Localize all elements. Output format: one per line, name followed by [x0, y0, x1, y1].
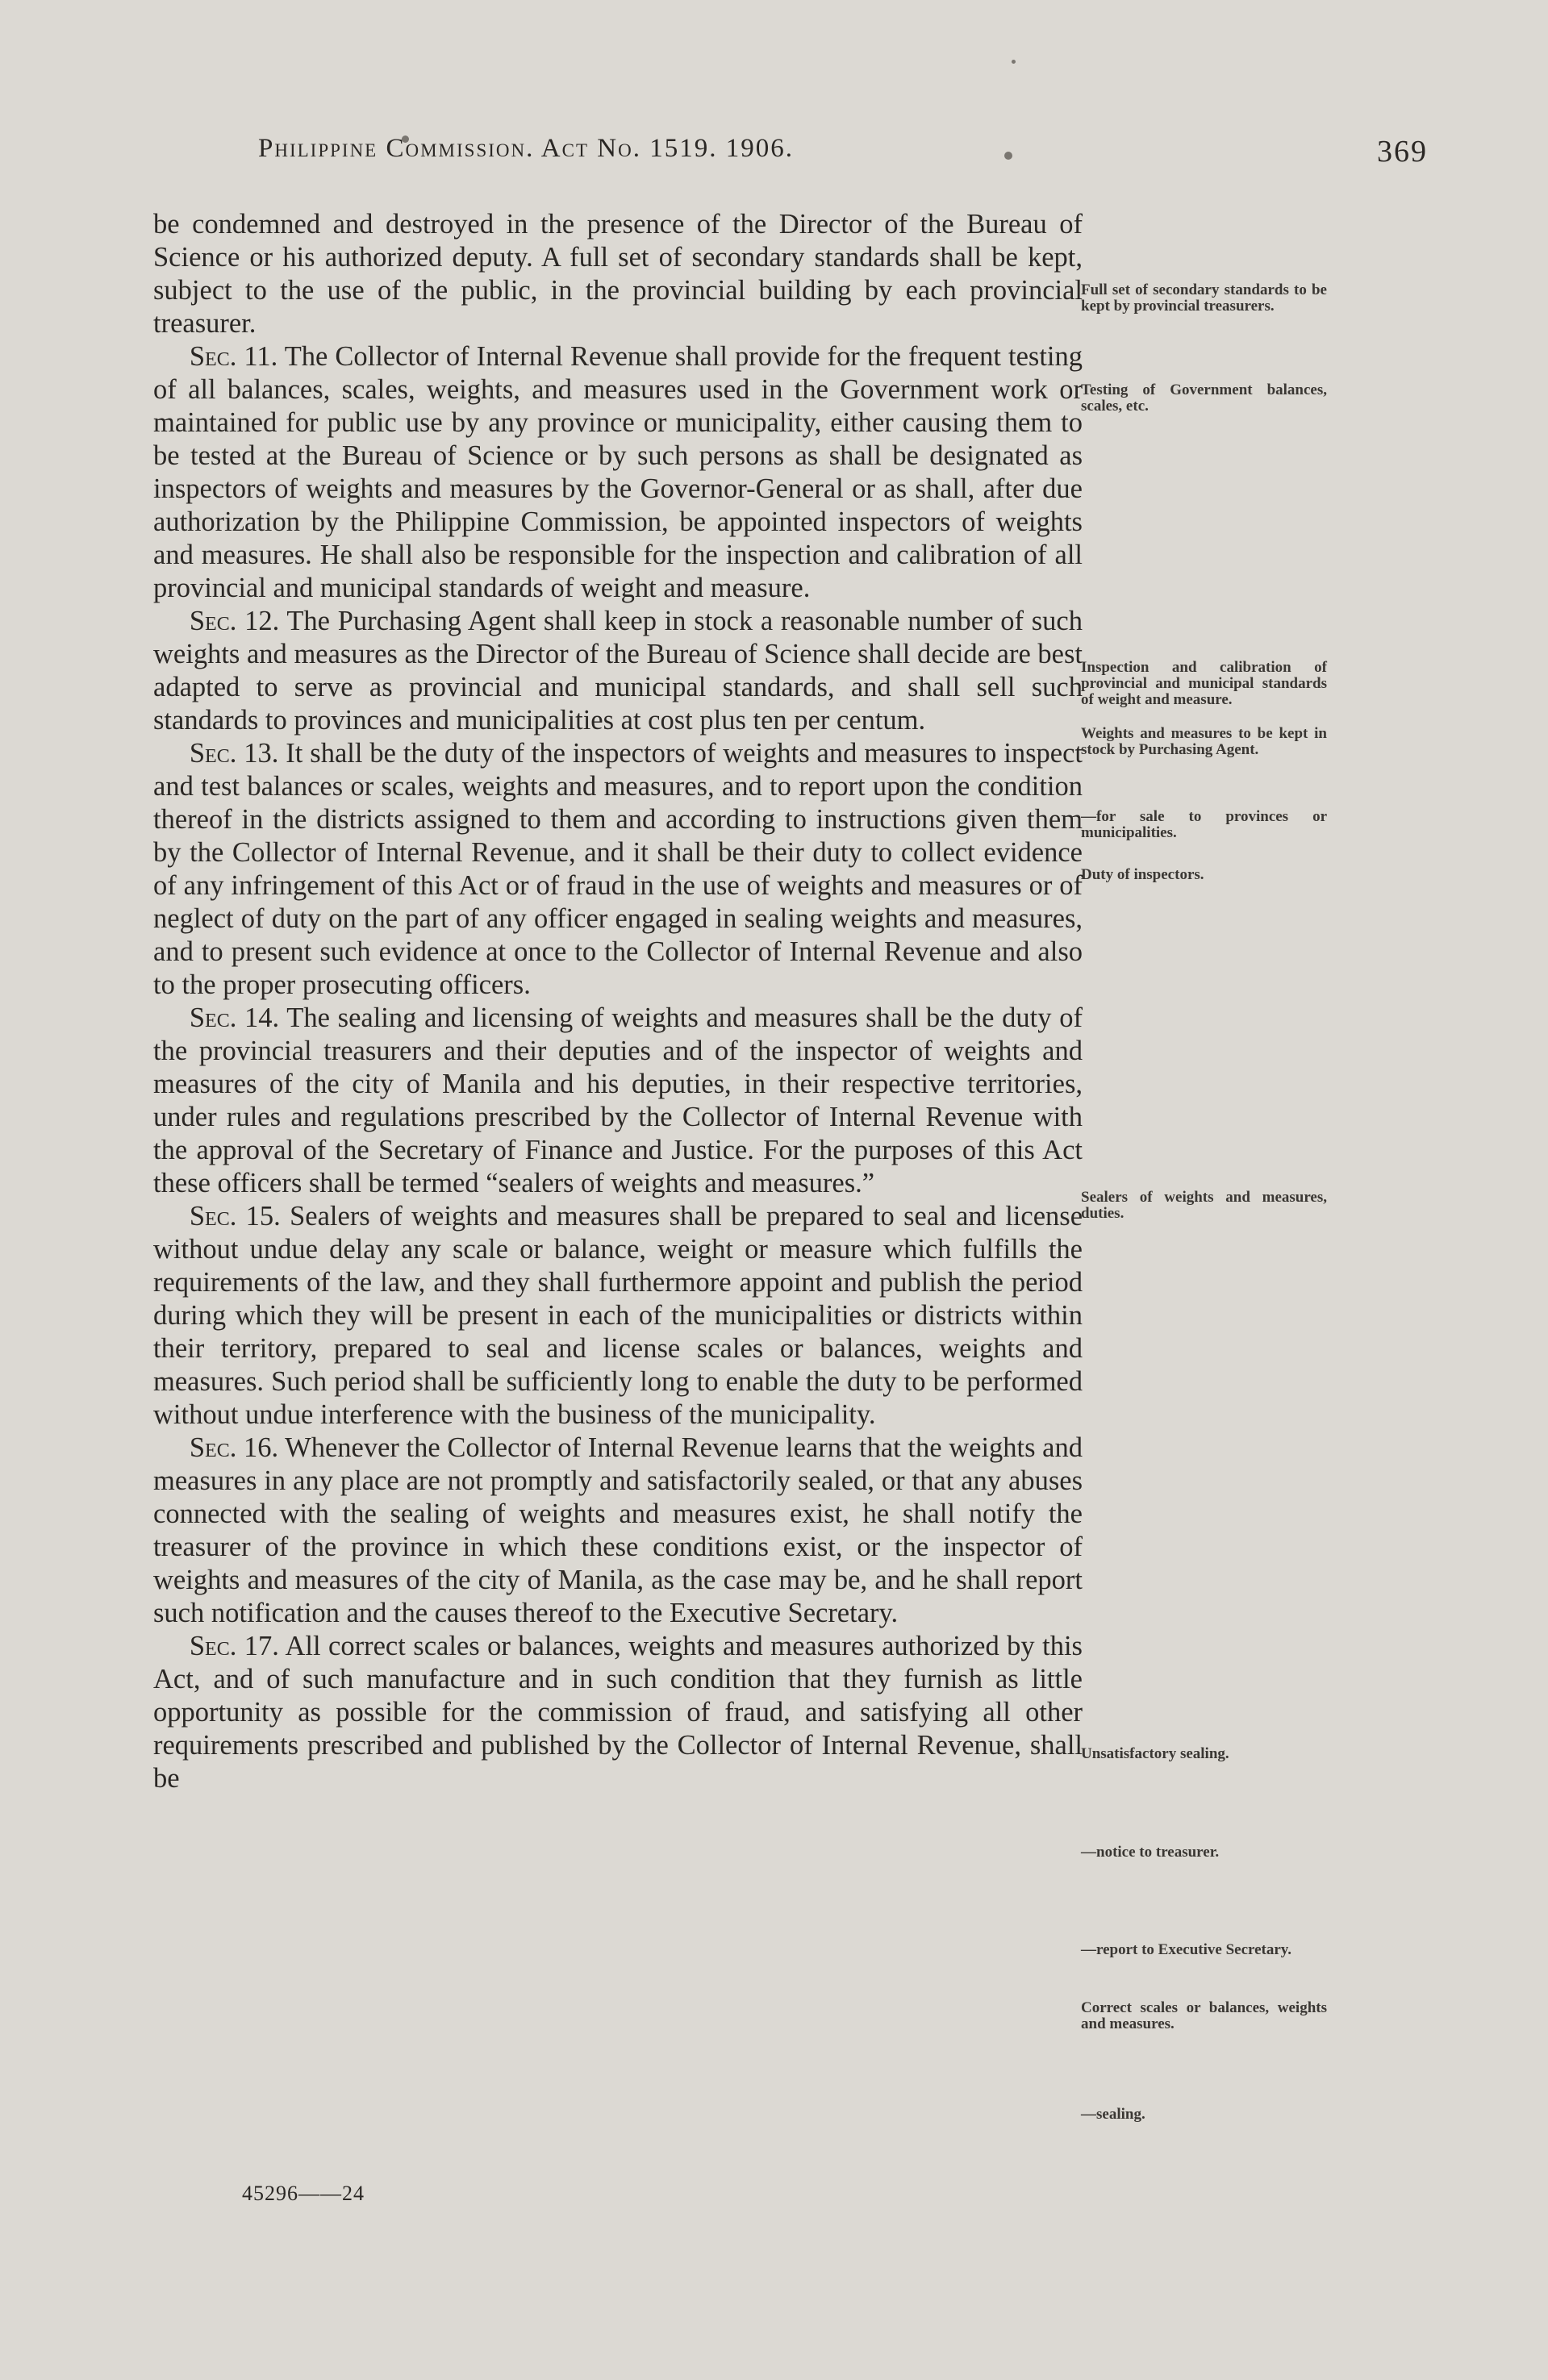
section-17 — [153, 1630, 1083, 1795]
running-title: Philippine Commission. Act No. 1519. 1906. — [258, 134, 794, 163]
section-16 — [153, 1432, 1083, 1630]
margin-note: Correct scales or balances, weights and measures. — [1081, 1999, 1327, 2032]
print-speck — [1012, 60, 1016, 64]
page-number: 369 — [1377, 135, 1428, 169]
section-11 — [153, 340, 1083, 605]
section-12 — [153, 605, 1083, 737]
section-text: Sealers of weights and measures shall be prepared to seal and license without undue delay any scale or balance, weight or measure which fulfills the requirements of the law, and they shall furthermore appoint and publish the period during which they will be present in each of the municipalities or districts within their territory, prepared to seal and license scales or balances, weights and measures. Such period shall be sufficiently long to enable the duty to be performed without undue interference with the business of the municipality. — [153, 1201, 1083, 1430]
margin-note: Inspection and calibration of provincial and municipal standards of weight and measure. — [1081, 659, 1327, 708]
margin-note: Unsatisfactory sealing. — [1081, 1745, 1229, 1762]
margin-note: —notice to treasurer. — [1081, 1844, 1220, 1861]
printer-signature: 45296——24 — [242, 2182, 365, 2205]
margin-note: —for sale to provinces or municipalities. — [1081, 808, 1327, 841]
running-header — [153, 134, 1428, 182]
section-text: It shall be the duty of the inspectors of weights and measures to inspect and test balances or scales, weights and measures, and to report upon the condition thereof in the districts assigned to them and according to instructions given them by the Collector of Internal Revenue, and it shall be their duty to collect evidence of any infringement of this Act or of fraud in the use of weights and measures or of neglect of duty on the part of any officer engaged in sealing weights and measures, and to present such evidence at once to the Collector of Internal Revenue and also to the proper prosecuting officers. — [153, 738, 1083, 1000]
margin-note: Testing of Government balances, scales, etc. — [1081, 381, 1327, 415]
section-text: All correct scales or balances, weights and measures authorized by this Act, and of such manufacture and in such condition that they furnish as little opportunity as possible for the commission of fraud, and satisfying all other requirements prescribed and published by the Collector of Internal Revenue, shall be — [153, 1631, 1083, 1794]
section-text: The Purchasing Agent shall keep in stock a reasonable number of such weights and measures as the Director of the Bureau of Science shall decide are best adapted to serve as provincial and municipal standards, and shall sell such standards to provinces and municipalities at cost plus ten per centum. — [153, 606, 1083, 736]
section-number: Sec. 13. — [189, 738, 279, 769]
section-number: Sec. 17. — [189, 1631, 279, 1661]
section-15 — [153, 1200, 1083, 1432]
paragraph-continuation: be condemned and destroyed in the presence of the Director of the Bureau of Science or his authorized deputy. A full set of secondary standards shall be kept, subject to the use of the public, in the provincial building by each provincial treasurer. — [153, 209, 1083, 339]
margin-note: —sealing. — [1081, 2106, 1145, 2123]
section-text: The sealing and licensing of weights and measures shall be the duty of the provincial treasurers and their deputies and of the inspector of weights and measures of the city of Manila and his deputies, in their respective territories, under rules and regulations prescribed by the Collector of Internal Revenue with the approval of the Secretary of Finance and Justice. For the purposes of this Act these officers shall be termed “sealers of weights and measures.” — [153, 1002, 1083, 1198]
margin-note: Full set of secondary standards to be kept by provincial treasurers. — [1081, 281, 1327, 315]
section-number: Sec. 15. — [189, 1201, 281, 1232]
margin-note: —report to Executive Secretary. — [1081, 1941, 1291, 1958]
section-number: Sec. 12. — [189, 606, 280, 636]
body-text — [153, 208, 1083, 1795]
section-text: The Collector of Internal Revenue shall provide for the frequent testing of all balances, scales, weights, and measures used in the Government work or maintained for public use by any province or municipality, either causing them to be tested at the Bureau of Science or by such persons as shall be designated as inspectors of weights and measures by the Governor-General or as shall, after due authorization by the Philippine Commission, be appointed inspectors of weights and measures. He shall also be responsible for the inspection and calibration of all provincial and municipal standards of weight and measure. — [153, 341, 1083, 603]
section-text: Whenever the Collector of Internal Revenue learns that the weights and measures in any place are not promptly and satisfactorily sealed, or that any abuses connected with the sealing of weights and measures exist, he shall notify the treasurer of the province in which these conditions exist, or the inspector of weights and measures of the city of Manila, as the case may be, and he shall report such notification and the causes thereof to the Executive Secretary. — [153, 1432, 1083, 1628]
section-number: Sec. 11. — [189, 341, 278, 372]
margin-note: Duty of inspectors. — [1081, 866, 1204, 883]
section-number: Sec. 14. — [189, 1002, 280, 1033]
margin-note: Sealers of weights and measures, duties. — [1081, 1189, 1327, 1222]
section-14 — [153, 1002, 1083, 1200]
section-13 — [153, 737, 1083, 1002]
section-number: Sec. 16. — [189, 1432, 279, 1463]
margin-note: Weights and measures to be kept in stock by Purchasing Agent. — [1081, 725, 1327, 758]
